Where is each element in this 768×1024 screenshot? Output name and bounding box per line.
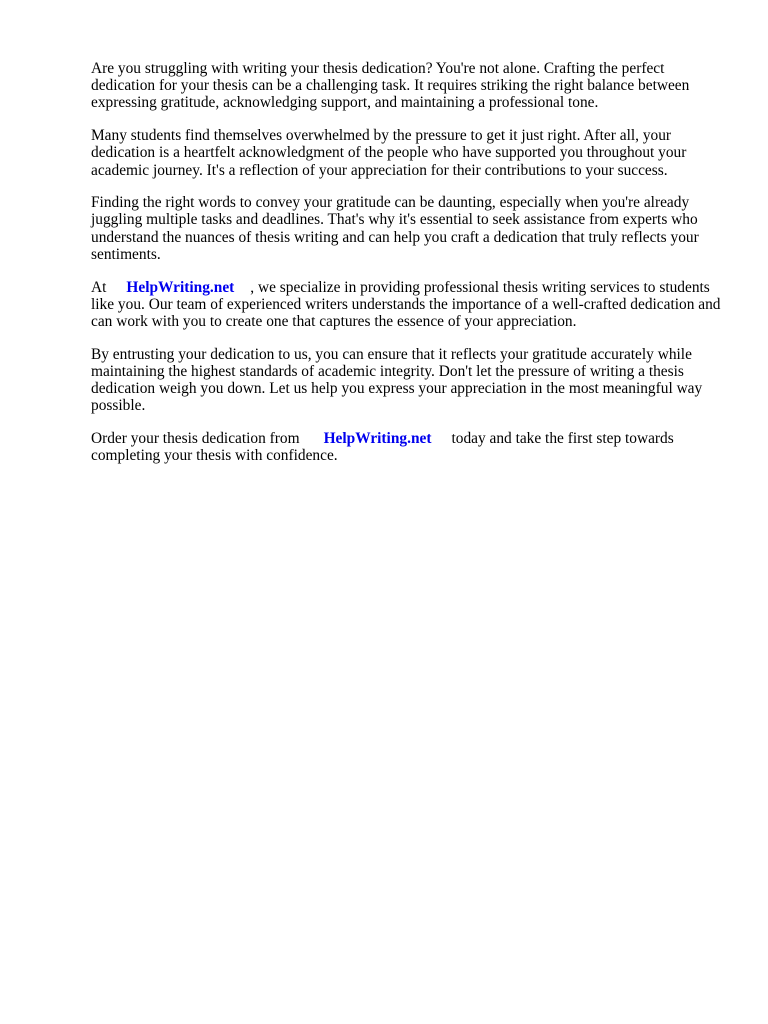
service-paragraph-lead: At — [91, 278, 107, 296]
entrusting-paragraph: By entrusting your dedication to us, you can ensure that it reflects your gratitude accurately while maintaining the highest standards of academic integrity. Don't let the pressure of writing a thesis dedication weigh you down. Let us help you express your appreciation in the most meaningful way possible. — [91, 345, 703, 415]
finding-words-paragraph: Finding the right words to convey your gratitude can be daunting, especially when you're already juggling multiple tasks and deadlines. That's why it's essential to seek assistance from experts who understand the nuances of thesis writing and can help you craft a dedication that truly reflects your sentiments. — [91, 194, 699, 263]
service-paragraph — [91, 279, 731, 331]
helpwriting-link[interactable]: HelpWriting.net — [126, 278, 235, 296]
service-paragraph-text: , we specialize in providing professional thesis writing services to students like you. Our team of experienced writers understands the importance of a well-crafted dedication and can work with you to create one that captures the essence of your appreciation. — [91, 278, 721, 330]
order-paragraph-text: today and take the first step towards completing your thesis with confidence. — [91, 429, 674, 465]
order-paragraph — [91, 430, 731, 464]
pressure-paragraph: Many students find themselves overwhelmed by the pressure to get it just right. After all, your dedication is a heartfelt acknowledgment of the people who have supported you throughout your academic journey. It's a reflection of your appreciation for their contributions to your success. — [91, 127, 687, 179]
helpwriting-order-link[interactable]: HelpWriting.net — [323, 429, 432, 447]
document-page — [91, 60, 731, 480]
intro-paragraph: Are you struggling with writing your thesis dedication? You're not alone. Crafting the perfect dedication for your thesis can be a challenging task. It requires striking the right balance between expressing gratitude, acknowledging support, and maintaining a professional tone. — [91, 60, 690, 112]
order-paragraph-lead: Order your thesis dedication from — [91, 429, 300, 447]
